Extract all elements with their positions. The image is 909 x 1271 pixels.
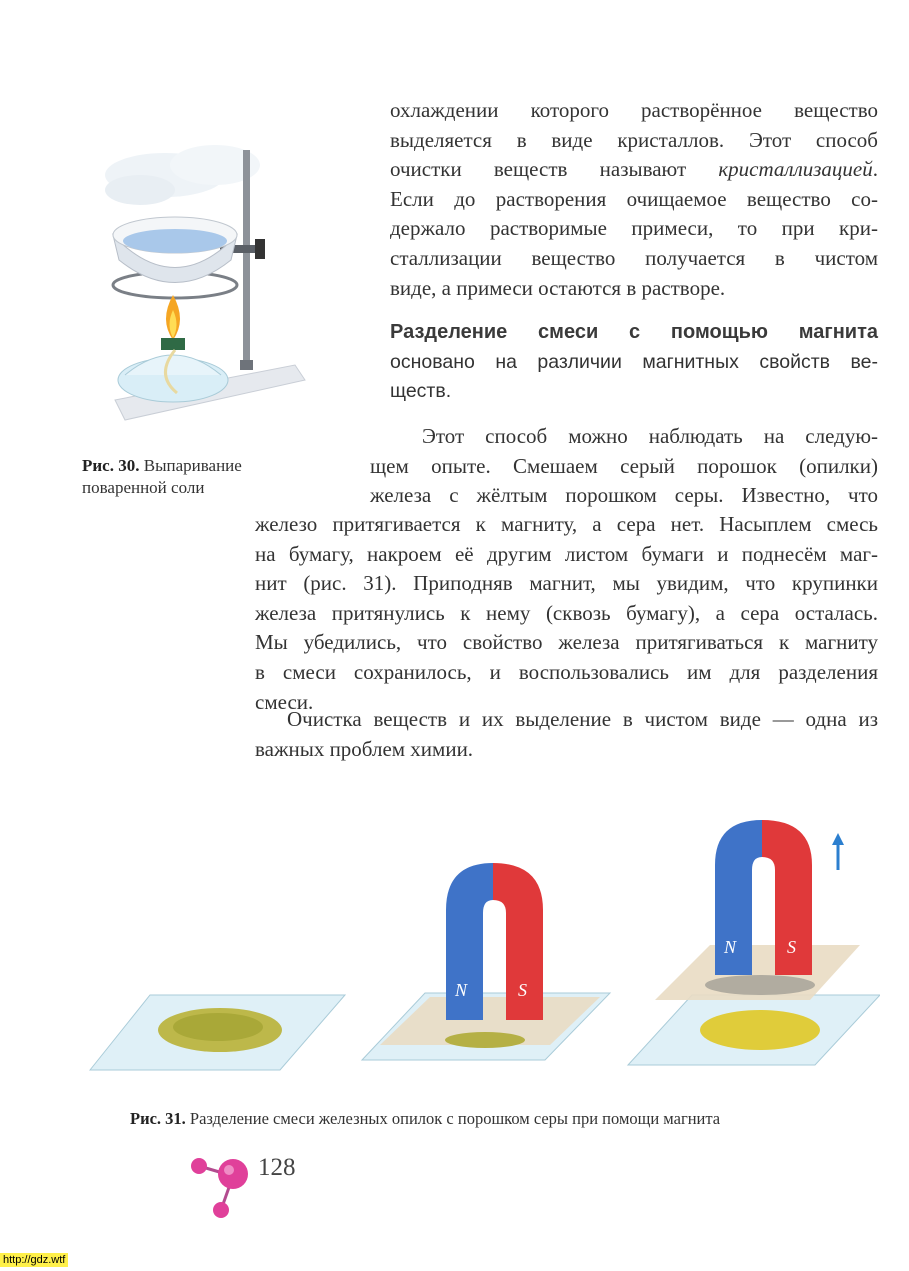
text-line: Мы убедились, что свойство железа притягиваться к магниту [255,630,878,655]
magnet-pole-south-label: S [787,937,796,957]
text-line: важных проблем химии. [255,736,474,761]
heading-magnet-separation: Разделение смеси с помощью магнита [390,321,878,343]
text-line: щем опыте. Смешаем серый порошок (опилки) [370,453,878,478]
figure-31-label: Рис. 31. [130,1109,186,1128]
text-line: держало растворимые примеси, то при кри- [390,216,878,241]
text-line: Этот способ можно наблюдать на следую- [422,424,878,448]
text-line: Очистка веществ и их выделение в чистом виде — одна из [287,707,878,731]
magnet-pole-north-label: N [724,937,737,957]
paragraph-experiment-narrow [370,422,878,511]
text-line: основано на различии магнитных свойств ве- [390,350,878,373]
magnet-pole-south-label: S [518,980,527,1000]
figure-31-caption [130,1108,850,1130]
text-line [390,155,878,185]
paragraph-crystallization [390,96,878,303]
text-line: железа притянулись к нему (сквозь бумагу), а сера осталась. [255,600,878,625]
molecule-logo-icon [185,1152,265,1222]
text-line: сталлизации вещество получается в чистом [390,245,878,270]
text-line: виде, а примеси остаются в растворе. [390,275,726,300]
figure-31-caption-text: Разделение смеси железных опилок с порошком серы при помощи магнита [189,1109,721,1128]
term-crystallization: кристаллизацией [718,157,873,182]
panel-magnet-on-paper [362,863,610,1060]
text-line: ществ. [390,380,452,403]
figure-30-caption [82,455,302,499]
text-line: нит (рис. 31). Приподняв магнит, мы увидим, что крупинки [255,571,878,596]
text-line: смеси. [255,689,314,714]
text-run: очистки веществ называют [390,157,719,182]
paragraph-experiment-wide [255,510,878,717]
figure-30-evaporation-image [95,135,310,435]
text-line: выделяется в виде кристаллов. Этот способ [390,127,878,152]
text-line: Если до растворения очищаемое вещество со- [390,186,878,211]
text-run: . [872,157,878,182]
paragraph-conclusion [255,705,878,764]
text-line: на бумагу, накроем её другим листом бумаги и поднесём маг- [255,541,878,566]
text-line: в смеси сохранилось, и воспользовались им для разделения [255,659,878,684]
text-line: охлаждении которого растворённое вещество [390,98,878,122]
text-line: железо притягивается к магниту, а сера нет. Насыплем смесь [255,512,878,536]
paragraph-magnet-separation [390,318,878,407]
text-line: железа с жёлтым порошком серы. Известно, что [370,483,878,508]
panel-mixture-on-glass [90,995,345,1070]
panel-magnet-lifted [628,820,880,1065]
page-number: 128 [258,1154,296,1181]
figure-30-label: Рис. 30. [82,456,140,475]
magnet-pole-north-label: N [455,980,468,1000]
figure-30-caption-line: Выпаривание [143,456,242,475]
footer-watermark-link[interactable]: http://gdz.wtf [0,1253,68,1267]
figure-31-magnet-image [80,815,880,1080]
figure-30-caption-line: поваренной соли [82,478,205,497]
